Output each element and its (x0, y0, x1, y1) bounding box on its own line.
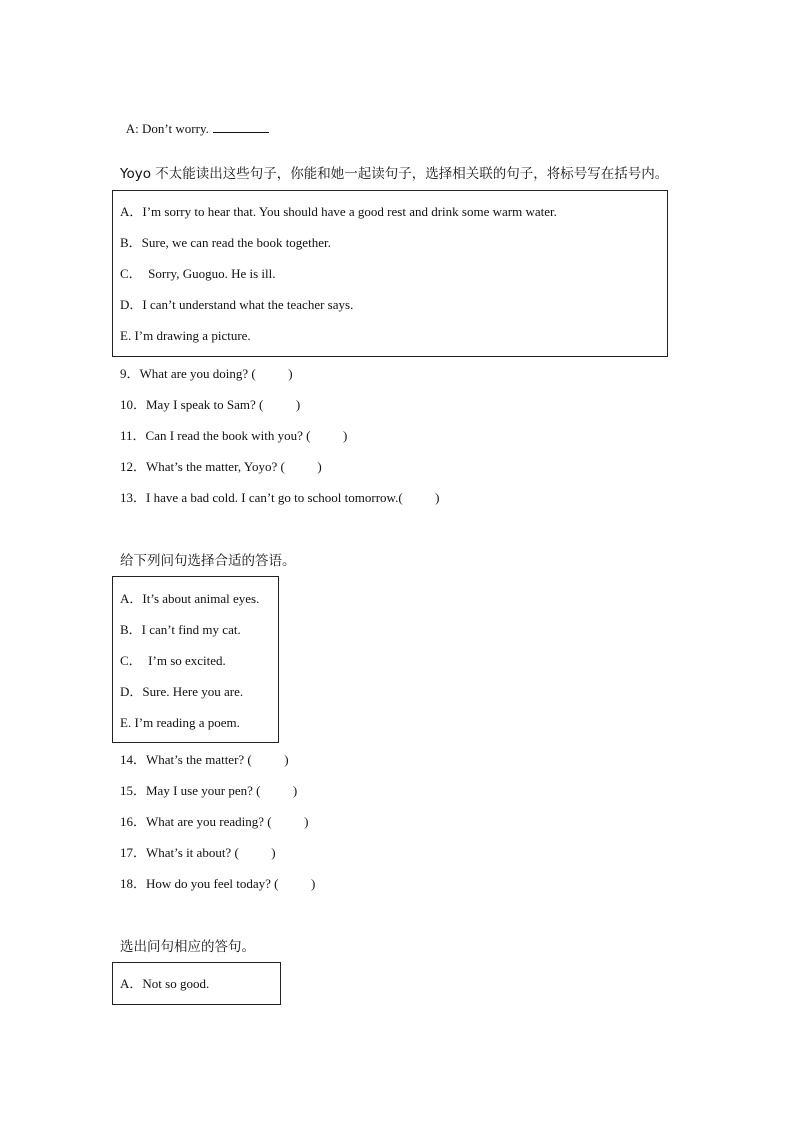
question-12[interactable]: 12．What’s the matter, Yoyo? ( ) (120, 459, 322, 474)
section2-options-box (112, 576, 279, 743)
section2-option-e: E. I’m reading a poem. (120, 715, 240, 730)
section2-instruction: 给下列问句选择合适的答语。 (120, 553, 296, 569)
section2-option-b: B．I can’t find my cat. (120, 622, 241, 637)
section1-instruction: Yoyo 不太能读出这些句子，你能和她一起读句子，选择相关联的句子，将标号写在括号内。 (120, 166, 669, 182)
section1-option-c: C． Sorry, Guoguo. He is ill. (120, 266, 276, 281)
intro-answer-line (120, 104, 269, 137)
question-18[interactable]: 18．How do you feel today? ( ) (120, 876, 316, 891)
section3-option-a: A．Not so good. (120, 976, 210, 991)
question-16[interactable]: 16．What are you reading? ( ) (120, 814, 309, 829)
question-11[interactable]: 11．Can I read the book with you? ( ) (120, 428, 348, 443)
section1-options-box (112, 190, 668, 357)
section2-option-a: A．It’s about animal eyes. (120, 591, 260, 606)
question-15[interactable]: 15．May I use your pen? ( ) (120, 783, 298, 798)
section3-instruction: 选出问句相应的答句。 (120, 939, 255, 955)
section1-option-e: E. I’m drawing a picture. (120, 328, 251, 343)
question-9[interactable]: 9．What are you doing? ( ) (120, 366, 293, 381)
question-13[interactable]: 13．I have a bad cold. I can’t go to school tomorrow.( ) (120, 490, 440, 505)
question-17[interactable]: 17．What’s it about? ( ) (120, 845, 276, 860)
question-14[interactable]: 14．What’s the matter? ( ) (120, 752, 289, 767)
section1-option-b: B．Sure, we can read the book together. (120, 235, 331, 250)
intro-answer-text: A: Don’t worry. (125, 121, 209, 136)
section2-option-d: D．Sure. Here you are. (120, 684, 244, 699)
question-10[interactable]: 10．May I speak to Sam? ( ) (120, 397, 301, 412)
section1-option-d: D．I can’t understand what the teacher says. (120, 297, 354, 312)
section1-option-a: A．I’m sorry to hear that. You should have a good rest and drink some warm water. (120, 204, 557, 219)
section3-options-box (112, 962, 281, 1005)
answer-blank[interactable] (213, 120, 269, 133)
section2-option-c: C． I’m so excited. (120, 653, 226, 668)
